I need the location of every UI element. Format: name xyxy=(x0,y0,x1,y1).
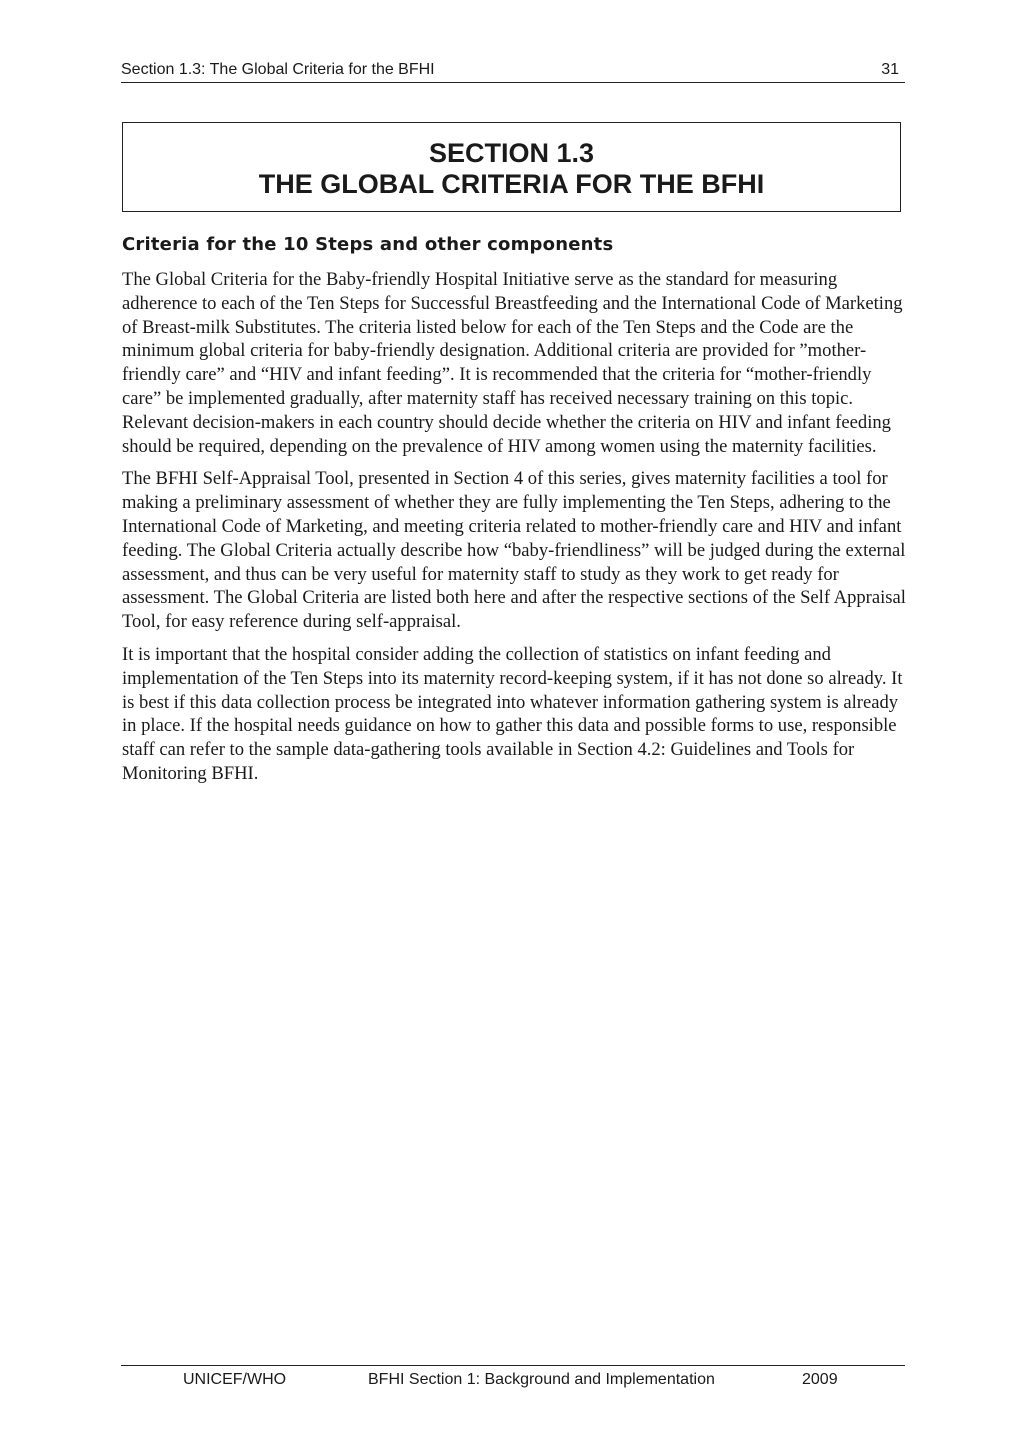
section-title-box xyxy=(122,122,901,212)
paragraph: The Global Criteria for the Baby-friendly Hospital Initiative serve as the standard for measuring adherence to each of the Ten Steps for Successful Breastfeeding and the International Code of Marketing of Breast-milk Substitutes. The criteria listed below for each of the Ten Steps and the Code are the minimum global criteria for baby-friendly designation. Additional criteria are provided for ”mother-friendly care” and “HIV and infant feeding”. It is recommended that the criteria for “mother-friendly care” be implemented gradually, after maternity staff has received necessary training on this topic. Relevant decision-makers in each country should decide whether the criteria on HIV and infant feeding should be required, depending on the prevalence of HIV among women using the maternity facilities. xyxy=(122,269,903,457)
paragraph: It is important that the hospital consider adding the collection of statistics on infant feeding and implementation of the Ten Steps into its maternity record-keeping system, if it has not done so already. It is best if this data collection process be integrated into whatever information gathering system is already in place. If the hospital needs guidance on how to gather this data and possible forms to use, responsible staff can refer to the sample data-gathering tools available in Section 4.2: Guidelines and Tools for Monitoring BFHI. xyxy=(122,643,903,784)
section-title: THE GLOBAL CRITERIA FOR THE BFHI xyxy=(258,169,765,199)
footer-org: UNICEF/WHO xyxy=(183,1371,287,1388)
running-title: Section 1.3: The Global Criteria for the BFHI xyxy=(121,61,435,78)
body-text xyxy=(122,268,907,795)
footer-year: 2009 xyxy=(802,1371,838,1388)
section-number: SECTION 1.3 xyxy=(428,138,595,168)
footer-doc-title: BFHI Section 1: Background and Implementation xyxy=(368,1371,715,1388)
page-footer xyxy=(121,1365,905,1388)
paragraph: The BFHI Self-Appraisal Tool, presented in Section 4 of this series, gives maternity facilities a tool for making a preliminary assessment of whether they are fully implementing the Ten Steps, adhering to the International Code of Marketing, and meeting criteria related to mother-friendly care and HIV and infant feeding. The Global Criteria actually describe how “baby-friendliness” will be judged during the external assessment, and thus can be very useful for maternity staff to study as they work to get ready for assessment. The Global Criteria are listed both here and after the respective sections of the Self Appraisal Tool, for easy reference during self-appraisal. xyxy=(122,468,906,633)
section-heading: Criteria for the 10 Steps and other components xyxy=(122,234,614,255)
page-number: 31 xyxy=(881,61,899,78)
page-header xyxy=(121,60,905,83)
